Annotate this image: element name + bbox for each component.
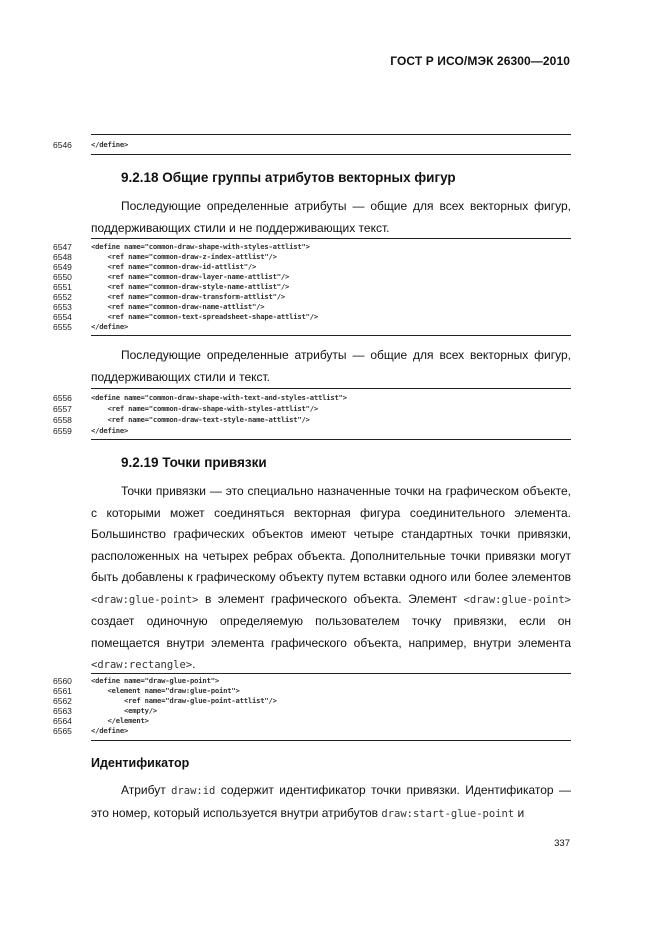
paragraph-text — [91, 481, 571, 677]
code-line — [0, 302, 661, 312]
code-text: </define> — [91, 140, 129, 149]
line-number: 6555 — [53, 322, 72, 332]
code-text: <ref name="common-draw-transform-attlist"/> — [91, 292, 285, 301]
line-number: 6561 — [53, 686, 72, 696]
code-text: <ref name="common-draw-shape-with-styles-attlist"/> — [91, 404, 318, 413]
code-line — [0, 282, 661, 292]
code-line — [0, 272, 661, 282]
line-number: 6560 — [53, 676, 72, 686]
document-header: ГОСТ Р ИСО/МЭК 26300—2010 — [390, 54, 570, 68]
code-text: <ref name="common-draw-z-index-attlist"/> — [91, 252, 277, 261]
paragraph-identifier — [91, 780, 571, 825]
paragraph-text — [91, 780, 571, 825]
code-text: </element> — [91, 716, 149, 725]
code-text: <ref name="common-text-spreadsheet-shape-attlist"/> — [91, 312, 318, 321]
code-text: <ref name="common-draw-id-attlist"/> — [91, 262, 257, 271]
line-number: 6551 — [53, 282, 72, 292]
code-text: <ref name="common-draw-style-name-attlist"/> — [91, 282, 290, 291]
text-run: в элемент графического объекта. Элемент — [198, 591, 464, 606]
line-number: 6557 — [53, 404, 72, 414]
subsection-heading-identifier: Идентификатор — [91, 756, 190, 770]
inline-code: draw:id — [171, 785, 216, 797]
line-number: 6559 — [53, 426, 72, 436]
code-line — [0, 726, 661, 736]
line-number: 6564 — [53, 716, 72, 726]
section-heading-9-2-19: 9.2.19 Точки привязки — [121, 455, 267, 470]
code-line — [0, 252, 661, 262]
inline-code: <draw:rectangle> — [91, 659, 193, 671]
code-text: <ref name="draw-glue-point-attlist"/> — [91, 696, 277, 705]
text-run: . — [192, 657, 196, 671]
code-line — [0, 242, 661, 252]
paragraph-styled-text-shapes — [91, 345, 571, 388]
inline-code: draw:start-glue-point — [381, 807, 515, 820]
text-run: и — [514, 805, 525, 820]
line-number: 6558 — [53, 415, 72, 425]
code-text: <element name="draw:glue-point"> — [91, 686, 240, 695]
page-number: 337 — [554, 838, 570, 849]
code-line — [0, 706, 661, 716]
line-number: 6550 — [53, 272, 72, 282]
code-text: <empty/> — [91, 706, 158, 715]
code-text: <define name="common-draw-shape-with-text-and-styles-attlist"> — [91, 393, 347, 402]
paragraph-glue-points — [91, 481, 571, 677]
code-text: <ref name="common-draw-text-style-name-attlist"/> — [91, 415, 310, 424]
code-line — [0, 716, 661, 726]
line-number: 6546 — [53, 140, 72, 150]
code-text: <ref name="common-draw-layer-name-attlist"/> — [91, 272, 290, 281]
code-line — [0, 312, 661, 322]
code-text: </define> — [91, 426, 129, 435]
code-text: <define name="draw-glue-point"> — [91, 676, 219, 685]
code-text: <define name="common-draw-shape-with-styles-attlist"> — [91, 242, 310, 251]
code-line — [0, 676, 661, 686]
line-number: 6548 — [53, 252, 72, 262]
code-line — [0, 415, 661, 425]
code-line — [0, 322, 661, 332]
code-line — [0, 140, 661, 150]
code-line — [0, 404, 661, 414]
code-line — [0, 686, 661, 696]
paragraph-shape-attributes — [91, 196, 571, 239]
code-line — [0, 262, 661, 272]
line-number: 6562 — [53, 696, 72, 706]
text-run: Точки привязки — это специально назначенные точки на графическом объекте, с которыми может соединяться векторная фигура соединительного элемента. Большинство графических объектов имеют четыре стандартных точки привязки, расположенных на четырех ребрах объекта. Дополнительные точки привязки могут быть добавлены к графическому объекту путем вставки одного или более элементов — [91, 484, 571, 584]
text-run: содержит идентификатор точки привязки. Идентификатор — это номер, который используется внутри атрибутов — [91, 783, 571, 820]
line-number: 6552 — [53, 292, 72, 302]
line-number: 6549 — [53, 262, 72, 272]
text-run: создает одиночную определяемую пользователем точку привязки, если он помещается внутри элемента графического объекта, например, внутри элемента — [91, 614, 571, 650]
line-number: 6556 — [53, 393, 72, 403]
code-text: <ref name="common-draw-name-attlist"/> — [91, 302, 265, 311]
code-line — [0, 393, 661, 403]
inline-code: <draw:glue-point> — [91, 593, 199, 606]
inline-code: <draw:glue-point> — [463, 593, 571, 606]
line-number: 6553 — [53, 302, 72, 312]
paragraph-text: Последующие определенные атрибуты — общие для всех векторных фигур, поддерживающих стили и не поддерживающих текст. — [91, 199, 571, 235]
section-heading-9-2-18: 9.2.18 Общие группы атрибутов векторных фигур — [121, 170, 456, 185]
code-text: </define> — [91, 726, 129, 735]
paragraph-text: Последующие определенные атрибуты — общие для всех векторных фигур, поддерживающих стили и текст. — [91, 348, 571, 384]
text-run: Атрибут — [121, 783, 172, 797]
line-number: 6565 — [53, 726, 72, 736]
code-line — [0, 292, 661, 302]
line-number: 6554 — [53, 312, 72, 322]
code-line — [0, 696, 661, 706]
line-number: 6563 — [53, 706, 72, 716]
code-line — [0, 426, 661, 436]
line-number: 6547 — [53, 242, 72, 252]
code-text: </define> — [91, 322, 129, 331]
